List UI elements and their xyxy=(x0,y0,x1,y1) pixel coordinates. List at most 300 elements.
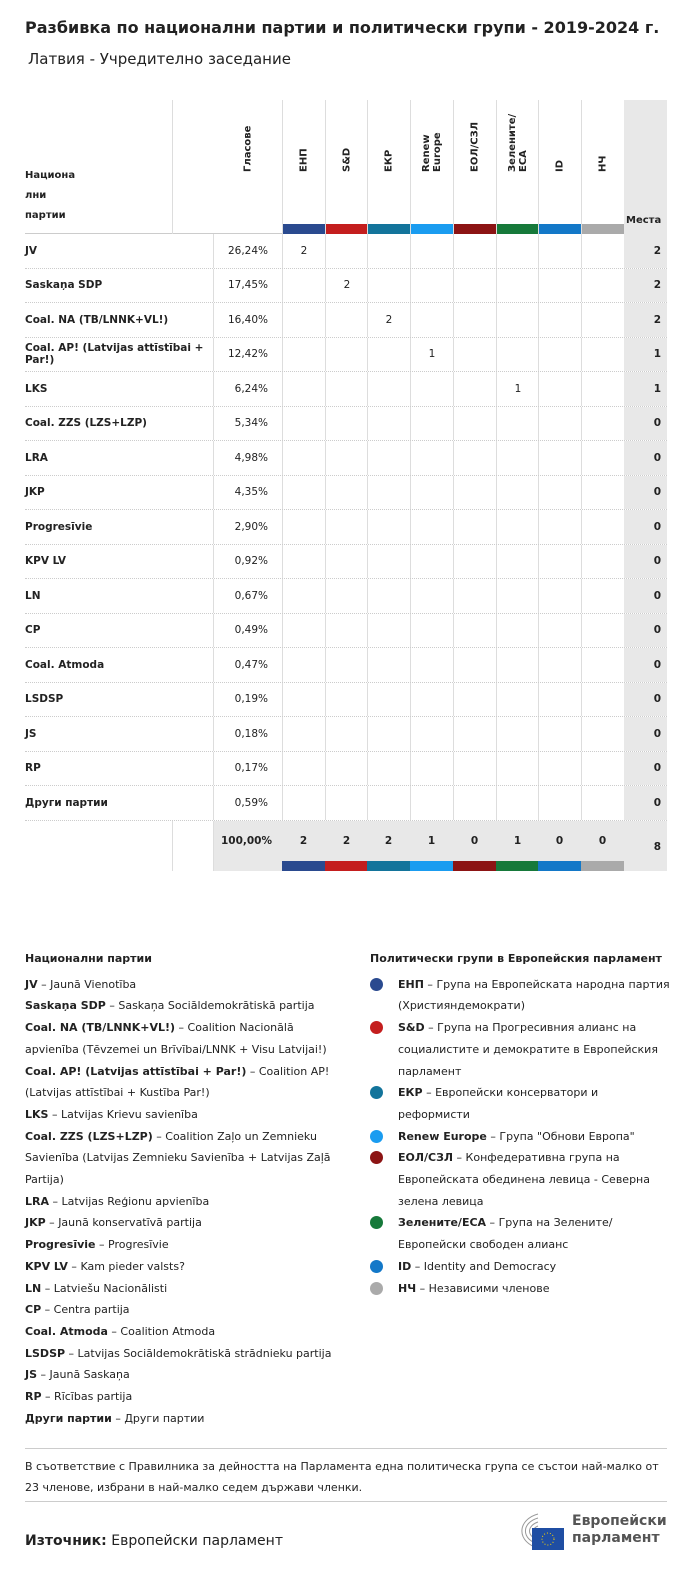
group-seats xyxy=(538,717,581,751)
group-seats xyxy=(581,579,624,613)
party-name: Coal. Atmoda xyxy=(25,658,105,671)
group-seats xyxy=(581,372,624,406)
group-seats xyxy=(282,752,325,786)
group-seats xyxy=(581,476,624,510)
source-label: Източник: xyxy=(25,1533,107,1549)
group-seats xyxy=(325,407,368,441)
group-seats xyxy=(282,683,325,717)
group-seats xyxy=(581,752,624,786)
total-group-value: 2 xyxy=(384,834,393,847)
legend-abbr: Зелените/ЕСА xyxy=(398,1216,487,1230)
group-seats xyxy=(282,510,325,544)
group-seats xyxy=(282,338,325,372)
total-group-seats xyxy=(496,821,539,871)
total-group-value: 0 xyxy=(470,834,479,847)
group-seats xyxy=(496,338,539,372)
group-seats: 2 xyxy=(325,269,368,303)
group-color-bar xyxy=(410,861,453,871)
table-row xyxy=(25,303,667,338)
group-seats xyxy=(325,510,368,544)
group-seats xyxy=(538,338,581,372)
seats-value: 1 xyxy=(624,338,667,372)
votes-value: 0,47% xyxy=(213,648,282,682)
total-group-seats xyxy=(453,821,496,871)
legend-abbr: Coal. ZZS (LZS+LZP) xyxy=(25,1129,153,1143)
votes-value: 0,92% xyxy=(213,545,282,579)
group-seats xyxy=(453,579,496,613)
party-legend-item: JV – Jaunā Vienotība xyxy=(25,977,137,991)
legend-full: Progresīvie xyxy=(108,1238,169,1252)
group-seats xyxy=(325,579,368,613)
group-seats xyxy=(496,441,539,475)
legend-full: Latviešu Nacionālisti xyxy=(53,1281,168,1295)
group-header-label: Renew Europe xyxy=(421,132,443,172)
legend-abbr: JS xyxy=(25,1368,38,1382)
group-seats xyxy=(282,407,325,441)
party-name: Други партии xyxy=(25,796,108,809)
party-legend-item: Coal. AP! (Latvijas attīstībai + Par!) – Coalition AP! (Latvijas attīstībai + Kustība Par!) xyxy=(25,1064,330,1100)
group-seats xyxy=(325,372,368,406)
party-name: RP xyxy=(25,762,41,775)
group-seats xyxy=(581,614,624,648)
group-seats xyxy=(496,786,539,820)
group-seats xyxy=(453,717,496,751)
group-color-bar xyxy=(582,224,624,234)
group-column-header xyxy=(538,100,581,234)
votes-value: 12,42% xyxy=(213,338,282,372)
ep-logo xyxy=(508,1508,667,1552)
logo-text: Европейски парламент xyxy=(572,1513,667,1546)
votes-value: 0,19% xyxy=(213,683,282,717)
group-seats xyxy=(496,683,539,717)
legend-full: Група на Европейската народна партия (Християндемократи) xyxy=(398,977,670,1013)
party-name: Coal. AP! (Latvijas attīstībai + Par!) xyxy=(25,342,204,367)
group-seats xyxy=(453,786,496,820)
party-legend-item: Coal. NA (TB/LNNK+VL!) – Coalition Nacionālā apvienība (Tēvzemei un Brīvībai/LNNK + Visu Latvijai!) xyxy=(25,1021,327,1056)
group-seats xyxy=(453,269,496,303)
total-group-seats xyxy=(367,821,410,871)
party-legend-item: LRA – Latvijas Reģionu apvienība xyxy=(25,1194,210,1208)
group-legend-title: Политически групи в Европейския парламент xyxy=(370,952,662,965)
parliament-hemicycle-icon xyxy=(508,1508,566,1552)
group-seats xyxy=(453,407,496,441)
group-seats xyxy=(282,579,325,613)
legend-full: Centra partija xyxy=(53,1303,130,1317)
party-name: LSDSP xyxy=(25,693,64,706)
votes-value: 16,40% xyxy=(213,303,282,337)
group-seats xyxy=(410,786,453,820)
legend-abbr: НЧ xyxy=(398,1281,417,1295)
party-legend-item: KPV LV – Kam pieder valsts? xyxy=(25,1259,185,1273)
legend-abbr: ЕОЛ/СЗЛ xyxy=(398,1151,454,1165)
group-seats xyxy=(496,579,539,613)
group-seats xyxy=(453,614,496,648)
votes-value: 17,45% xyxy=(213,269,282,303)
group-header-label: ЕКР xyxy=(383,149,395,172)
total-group-seats xyxy=(325,821,368,871)
group-seats xyxy=(581,234,624,268)
votes-value: 4,35% xyxy=(213,476,282,510)
legend-full: Група на Прогресивния алианс на социалистите и демократите в Европейския парламент xyxy=(398,1021,658,1078)
legend-abbr: CP xyxy=(25,1303,42,1317)
group-color-dot-icon xyxy=(370,1021,383,1034)
group-seats xyxy=(410,407,453,441)
group-seats xyxy=(496,648,539,682)
group-seats xyxy=(581,407,624,441)
party-name: Coal. NA (TB/LNNK+VL!) xyxy=(25,313,169,326)
group-seats xyxy=(367,407,410,441)
group-seats xyxy=(538,786,581,820)
group-seats xyxy=(538,269,581,303)
group-seats xyxy=(367,234,410,268)
group-column-header xyxy=(367,100,410,234)
party-legend-item: LSDSP – Latvijas Sociāldemokrātiskā strādnieku partija xyxy=(25,1346,332,1360)
table-row xyxy=(25,476,667,511)
group-color-bar xyxy=(367,861,410,871)
group-seats xyxy=(410,372,453,406)
group-seats xyxy=(538,476,581,510)
group-color-dot-icon xyxy=(370,978,383,991)
group-color-bar xyxy=(283,224,325,234)
table-row xyxy=(25,545,667,580)
group-color-bar xyxy=(581,861,624,871)
table-row xyxy=(25,234,667,269)
legend-abbr: LKS xyxy=(25,1107,49,1121)
legend-abbr: JV xyxy=(25,977,38,991)
group-seats xyxy=(581,545,624,579)
page-subtitle: Латвия - Учредително заседание xyxy=(28,50,291,68)
legend-full: Конфедеративна група на Европейската обединена левица - Северна зелена левица xyxy=(398,1151,650,1208)
legend-abbr: Coal. NA (TB/LNNK+VL!) xyxy=(25,1021,176,1035)
group-seats xyxy=(453,303,496,337)
group-seats xyxy=(325,234,368,268)
seats-value: 0 xyxy=(624,441,667,475)
group-header-label: НЧ xyxy=(597,155,609,172)
seats-value: 0 xyxy=(624,683,667,717)
group-seats xyxy=(367,476,410,510)
legend-full: Kam pieder valsts? xyxy=(80,1259,185,1273)
party-legend-item: Coal. Atmoda – Coalition Atmoda xyxy=(25,1324,216,1338)
group-seats: 1 xyxy=(496,372,539,406)
group-seats xyxy=(453,648,496,682)
legend-abbr: Други партии xyxy=(25,1411,112,1425)
group-seats xyxy=(410,752,453,786)
group-seats xyxy=(410,717,453,751)
legend-full: Saskaņa Sociāldemokrātiskā partija xyxy=(118,999,315,1013)
legend-full: Latvijas Reģionu apvienība xyxy=(61,1194,210,1208)
group-color-bar xyxy=(538,861,581,871)
group-legend-item: ЕНП – Група на Европейската народна партия (Християндемократи) xyxy=(370,974,670,1017)
group-seats xyxy=(496,476,539,510)
party-name: Progresīvie xyxy=(25,520,93,533)
group-seats xyxy=(581,510,624,544)
group-seats xyxy=(453,510,496,544)
legend-abbr: Coal. AP! (Latvijas attīstībai + Par!) xyxy=(25,1064,247,1078)
results-table xyxy=(25,100,667,871)
group-color-bar xyxy=(411,224,453,234)
group-seats xyxy=(538,579,581,613)
page-title: Разбивка по национални партии и политически групи - 2019-2024 г. xyxy=(25,18,660,37)
table-row xyxy=(25,407,667,442)
group-seats xyxy=(410,441,453,475)
group-seats xyxy=(410,234,453,268)
group-seats xyxy=(325,338,368,372)
group-column-header xyxy=(325,100,368,234)
party-name: Coal. ZZS (LZS+LZP) xyxy=(25,417,147,430)
group-seats xyxy=(538,441,581,475)
group-legend-item: ЕОЛ/СЗЛ – Конфедеративна група на Европейската обединена левица - Северна зелена левица xyxy=(370,1147,670,1212)
group-color-bar xyxy=(497,224,539,234)
group-column-header xyxy=(453,100,496,234)
legend-abbr: LN xyxy=(25,1281,42,1295)
total-group-value: 1 xyxy=(513,834,522,847)
group-seats xyxy=(581,338,624,372)
group-legend-item: Зелените/ЕСА – Група на Зелените/ Европейски свободен алианс xyxy=(370,1212,670,1255)
group-seats xyxy=(496,752,539,786)
divider xyxy=(25,1448,667,1449)
group-seats xyxy=(410,510,453,544)
seats-value: 0 xyxy=(624,614,667,648)
group-seats xyxy=(367,752,410,786)
group-seats xyxy=(325,752,368,786)
votes-value: 4,98% xyxy=(213,441,282,475)
legend-abbr: KPV LV xyxy=(25,1259,68,1273)
group-seats xyxy=(367,338,410,372)
legend-abbr: LSDSP xyxy=(25,1346,66,1360)
party-legend xyxy=(25,948,345,1429)
group-seats xyxy=(282,614,325,648)
total-spacer xyxy=(172,821,213,871)
table-row xyxy=(25,752,667,787)
party-header: Национа лни партии xyxy=(25,170,76,221)
group-seats xyxy=(453,683,496,717)
group-seats xyxy=(453,338,496,372)
legend-full: Jaunā konservatīvā partija xyxy=(58,1216,202,1230)
group-color-dot-icon xyxy=(370,1130,383,1143)
party-name: LKS xyxy=(25,382,48,395)
votes-header xyxy=(172,100,282,234)
group-color-bar xyxy=(454,224,496,234)
seats-value: 0 xyxy=(624,407,667,441)
legend-abbr: LRA xyxy=(25,1194,49,1208)
group-seats xyxy=(282,441,325,475)
table-row xyxy=(25,510,667,545)
group-seats xyxy=(581,648,624,682)
group-seats xyxy=(367,683,410,717)
group-header-label: ЕНП xyxy=(298,148,310,172)
group-seats: 2 xyxy=(282,234,325,268)
group-seats xyxy=(367,269,410,303)
group-seats xyxy=(496,407,539,441)
group-seats xyxy=(325,683,368,717)
total-group-seats xyxy=(538,821,581,871)
party-legend-item: LKS – Latvijas Krievu savienība xyxy=(25,1107,198,1121)
table-row xyxy=(25,269,667,304)
group-legend-item: ЕКР – Европейски консерватори и реформисти xyxy=(370,1082,670,1125)
party-name: LN xyxy=(25,589,41,602)
group-seats xyxy=(453,476,496,510)
seats-value: 2 xyxy=(624,303,667,337)
group-seats xyxy=(410,614,453,648)
group-seats xyxy=(496,717,539,751)
legend-abbr: S&D xyxy=(398,1021,425,1035)
seats-value: 0 xyxy=(624,545,667,579)
group-color-bar xyxy=(325,861,368,871)
legend-abbr: Coal. Atmoda xyxy=(25,1324,108,1338)
seats-value: 0 xyxy=(624,476,667,510)
group-legend-item: НЧ – Независими членове xyxy=(370,1278,670,1300)
source-value: Европейски парламент xyxy=(111,1533,283,1549)
group-seats xyxy=(496,545,539,579)
group-seats xyxy=(538,752,581,786)
group-seats xyxy=(410,648,453,682)
votes-header-label: Гласове xyxy=(242,125,254,172)
group-seats xyxy=(581,683,624,717)
group-seats xyxy=(325,441,368,475)
total-votes: 100,00% xyxy=(213,821,282,871)
group-seats xyxy=(367,614,410,648)
group-seats xyxy=(410,579,453,613)
votes-value: 0,67% xyxy=(213,579,282,613)
group-color-dot-icon xyxy=(370,1216,383,1229)
party-legend-item: RP – Rīcības partija xyxy=(25,1390,133,1404)
legend-full: Jaunā Saskaņa xyxy=(49,1368,130,1382)
party-name: LRA xyxy=(25,451,48,464)
group-seats xyxy=(453,545,496,579)
group-seats xyxy=(581,269,624,303)
total-group-value: 2 xyxy=(342,834,351,847)
party-name: JKP xyxy=(25,486,45,499)
group-seats xyxy=(282,545,325,579)
group-color-dot-icon xyxy=(370,1282,383,1295)
legend-full: Независими членове xyxy=(428,1281,550,1295)
group-seats xyxy=(325,614,368,648)
group-seats xyxy=(325,786,368,820)
legend-full: Identity and Democracy xyxy=(423,1259,557,1273)
legend-full: Coalition Zaļo un Zemnieku Savienība (Latvijas Zemnieku Savienība + Latvijas Zaļā Partija) xyxy=(25,1129,331,1187)
group-seats xyxy=(325,545,368,579)
group-color-bar xyxy=(326,224,368,234)
group-legend-item: S&D – Група на Прогресивния алианс на социалистите и демократите в Европейския парламент xyxy=(370,1017,670,1082)
legend-full: Rīcības partija xyxy=(54,1390,133,1404)
group-seats xyxy=(581,717,624,751)
group-seats xyxy=(282,648,325,682)
party-name: JV xyxy=(25,244,38,257)
party-legend-item: Progresīvie – Progresīvie xyxy=(25,1238,169,1252)
group-seats xyxy=(496,614,539,648)
total-group-seats xyxy=(410,821,453,871)
party-legend-item: JKP – Jaunā konservatīvā partija xyxy=(25,1216,202,1230)
total-group-value: 0 xyxy=(598,834,607,847)
party-legend-item: LN – Latviešu Nacionālisti xyxy=(25,1281,168,1295)
group-color-dot-icon xyxy=(370,1260,383,1273)
seats-value: 0 xyxy=(624,717,667,751)
legend-abbr: Renew Europe xyxy=(398,1129,487,1143)
group-seats xyxy=(282,372,325,406)
seats-header-label: Места xyxy=(626,215,662,226)
group-seats xyxy=(453,752,496,786)
group-seats xyxy=(538,234,581,268)
total-group-value: 2 xyxy=(299,834,308,847)
table-header xyxy=(25,100,667,234)
legend-abbr: ЕНП xyxy=(398,977,424,991)
legend-abbr: RP xyxy=(25,1390,42,1404)
group-seats xyxy=(282,717,325,751)
group-seats xyxy=(410,476,453,510)
party-legend-item: JS – Jaunā Saskaņa xyxy=(25,1368,130,1382)
votes-value: 0,18% xyxy=(213,717,282,751)
group-seats xyxy=(282,476,325,510)
legend-full: Coalition Nacionālā apvienība (Tēvzemei un Brīvībai/LNNK + Visu Latvijai!) xyxy=(25,1021,327,1056)
legend-full: Европейски консерватори и реформисти xyxy=(398,1086,599,1121)
group-header-label: S&D xyxy=(341,147,353,172)
legend-abbr: ЕКР xyxy=(398,1086,423,1100)
group-color-dot-icon xyxy=(370,1151,383,1164)
group-header-label: ЕОЛ/СЗЛ xyxy=(469,121,481,172)
party-legend-item: Saskaņa SDP – Saskaņa Sociāldemokrātiskā partija xyxy=(25,999,315,1013)
rules-note: В съответствие с Правилника за дейността на Парламента една политическа група се състои най-малко от 23 членове, избрани в най-малко седем държави членки. xyxy=(25,1460,659,1494)
group-color-dot-icon xyxy=(370,1086,383,1099)
legend-full: Група на Зелените/ Европейски свободен алианс xyxy=(398,1216,613,1252)
votes-value: 26,24% xyxy=(213,234,282,268)
legend-full: Latvijas Sociāldemokrātiskā strādnieku partija xyxy=(77,1346,332,1360)
seats-value: 0 xyxy=(624,752,667,786)
legend-abbr: Progresīvie xyxy=(25,1238,96,1252)
votes-value: 2,90% xyxy=(213,510,282,544)
group-seats xyxy=(410,269,453,303)
legend-abbr: Saskaņa SDP xyxy=(25,999,106,1013)
group-seats xyxy=(325,648,368,682)
total-group-seats xyxy=(282,821,325,871)
divider xyxy=(25,1501,667,1502)
group-seats xyxy=(538,545,581,579)
party-name: CP xyxy=(25,624,41,637)
total-seats: 8 xyxy=(624,821,667,871)
total-group-value: 1 xyxy=(427,834,436,847)
group-seats xyxy=(453,234,496,268)
party-name: JS xyxy=(25,727,37,740)
group-column-header xyxy=(410,100,453,234)
group-seats xyxy=(325,303,368,337)
group-seats xyxy=(282,786,325,820)
table-row xyxy=(25,717,667,752)
legend-full: Latvijas Krievu savienība xyxy=(60,1107,198,1121)
seats-value: 2 xyxy=(624,234,667,268)
group-seats xyxy=(538,510,581,544)
seats-value: 0 xyxy=(624,786,667,820)
group-seats xyxy=(410,545,453,579)
seats-header xyxy=(624,100,667,234)
group-legend xyxy=(370,948,670,1299)
group-seats xyxy=(496,510,539,544)
seats-value: 0 xyxy=(624,648,667,682)
group-column-header xyxy=(282,100,325,234)
group-seats xyxy=(367,545,410,579)
group-column-header xyxy=(581,100,624,234)
legend-full: Jaunā Vienotība xyxy=(50,977,137,991)
group-seats: 1 xyxy=(410,338,453,372)
party-legend-title: Национални партии xyxy=(25,952,152,965)
group-seats xyxy=(581,441,624,475)
group-header-label: Зелените/ЕСА xyxy=(507,113,529,172)
group-seats xyxy=(538,683,581,717)
group-seats xyxy=(538,614,581,648)
group-seats xyxy=(410,303,453,337)
total-group-seats xyxy=(581,821,624,871)
group-seats xyxy=(538,648,581,682)
group-seats xyxy=(325,717,368,751)
group-seats xyxy=(282,269,325,303)
